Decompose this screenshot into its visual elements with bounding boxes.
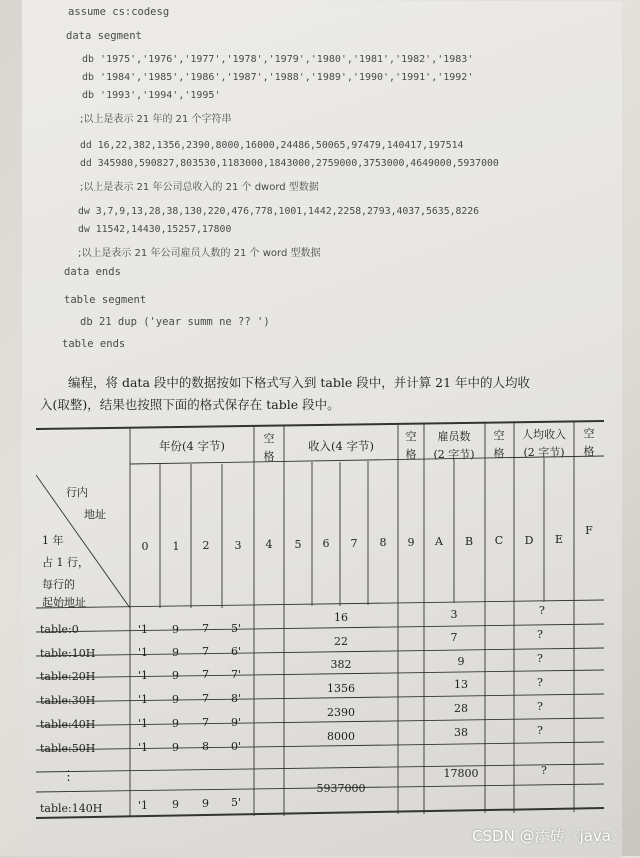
header-space4: 格 (583, 445, 595, 458)
code-line: table ends (62, 338, 126, 350)
code-line: dw 11542,14430,15257,17800 (78, 224, 232, 235)
year-char: 7 (202, 668, 209, 681)
year-char: 5' (231, 622, 242, 635)
year-char: 9 (172, 623, 179, 636)
code-line: db '1984','1985','1986','1987','1988','1989','1990','1991','1992' (82, 72, 474, 83)
offset-label: 4 (265, 538, 273, 551)
code-comment: ;以上是表示 21 年公司总收入的 21 个 dword 型数据 (80, 182, 319, 193)
exercise-text (40, 372, 610, 416)
avg-income-value: ? (537, 652, 543, 665)
diag-label: 行内 (66, 486, 88, 499)
header-employees: (2 字节) (433, 448, 475, 461)
offset-label: 7 (350, 537, 358, 550)
row-address: table:20H (40, 670, 96, 683)
year-char: 8' (231, 692, 242, 705)
header-space2: 格 (405, 448, 417, 461)
offset-label: 3 (234, 539, 242, 552)
avg-income-value: ? (537, 724, 543, 737)
code-comment: ;以上是表示 21 年公司雇员人数的 21 个 word 型数据 (78, 248, 321, 259)
diag-label: 1 年 (42, 534, 64, 547)
ellipsis: ⋮ (62, 769, 75, 784)
year-char: 0' (231, 740, 242, 753)
offset-label: A (435, 535, 443, 548)
employee-value: 13 (454, 678, 468, 691)
header-income: 收入(4 字节) (308, 439, 374, 453)
year-char: '1 (138, 741, 149, 754)
income-value: 5937000 (316, 782, 366, 795)
year-char: 7 (202, 622, 209, 635)
header-employees: 雇员数 (437, 430, 471, 443)
employee-value: 28 (454, 702, 468, 715)
header-space3: 空 (493, 429, 505, 442)
code-line: data segment (66, 30, 142, 42)
code-line: data ends (64, 266, 121, 278)
year-char: 7 (202, 716, 209, 729)
avg-income-value: ? (541, 764, 547, 777)
code-comment: ;以上是表示 21 年的 21 个字符串 (80, 114, 232, 125)
income-value: 382 (330, 658, 352, 671)
year-char: 7 (202, 645, 209, 658)
employee-value: 38 (454, 726, 468, 739)
offset-label: F (585, 524, 593, 537)
year-char: 9 (172, 798, 179, 811)
offset-label: 6 (322, 537, 330, 550)
header-year: 年份(4 字节) (159, 439, 225, 453)
row-address: table:0 (40, 623, 79, 636)
diag-label: 占 1 行， (42, 556, 89, 569)
year-char: 7 (202, 692, 209, 705)
code-line: dw 3,7,9,13,28,38,130,220,476,778,1001,1442,2258,2793,4037,5635,8226 (78, 206, 480, 217)
avg-income-value: ? (537, 628, 543, 641)
income-value: 2390 (327, 706, 355, 719)
year-char: '1 (138, 799, 149, 812)
offset-label: 9 (407, 536, 415, 549)
employee-value: 17800 (443, 767, 479, 780)
header-avg-income: 人均收入 (522, 428, 566, 441)
header-space2: 空 (405, 430, 417, 443)
income-value: 1356 (327, 682, 355, 695)
year-char: 9 (172, 669, 179, 682)
header-avg-income: (2 字节) (523, 446, 565, 459)
diag-label: 起始地址 (42, 596, 86, 609)
exercise-line: 编程，将 data 段中的数据按如下格式写入到 table 段中，并计算 21 年中的人均收 (68, 375, 531, 390)
income-value: 22 (334, 635, 348, 648)
year-char: 7' (231, 668, 242, 681)
header-space3: 格 (493, 447, 505, 460)
year-char: 9 (172, 717, 179, 730)
year-char: 9' (231, 716, 242, 729)
row-address: table:140H (40, 802, 103, 815)
offset-label: B (464, 535, 474, 548)
header-space1: 格 (263, 450, 275, 463)
row-address: table:50H (40, 742, 96, 755)
code-line: dd 345980,590827,803530,1183000,1843000,2759000,3753000,4649000,5937000 (80, 158, 499, 169)
employee-value: 9 (457, 655, 465, 668)
avg-income-value: ? (539, 604, 545, 617)
row-address: table:10H (40, 647, 96, 660)
code-line: assume cs:codesg (68, 6, 170, 18)
avg-income-value: ? (537, 700, 543, 713)
avg-income-value: ? (537, 676, 543, 689)
offset-label: 1 (172, 540, 180, 553)
offset-label: 5 (294, 538, 302, 551)
diag-label: 地址 (84, 508, 106, 521)
offset-label: 8 (379, 536, 387, 549)
table-format-diagram (36, 420, 606, 826)
year-char: '1 (138, 693, 149, 706)
code-line: dd 16,22,382,1356,2390,8000,16000,24486,50065,97479,140417,197514 (80, 140, 464, 151)
header-space1: 空 (263, 432, 275, 445)
year-char: '1 (138, 623, 149, 636)
exercise-line: 入(取整)，结果也按照下面的格式保存在 table 段中。 (40, 397, 340, 412)
year-char: '1 (138, 669, 149, 682)
row-address: table:30H (40, 694, 96, 707)
year-char: '1 (138, 717, 149, 730)
employee-value: 7 (450, 631, 458, 644)
year-char: '1 (138, 646, 149, 659)
year-char: 8 (202, 740, 209, 753)
offset-label: C (494, 534, 504, 547)
year-char: 9 (202, 797, 209, 810)
code-line: db 21 dup ('year summ ne ?? ') (80, 316, 270, 328)
header-space4: 空 (583, 427, 595, 440)
offset-label: 2 (202, 539, 210, 552)
offset-label: D (524, 534, 534, 547)
offset-label: 0 (141, 540, 149, 553)
code-line: db '1975','1976','1977','1978','1979','1980','1981','1982','1983' (82, 54, 474, 65)
year-char: 6' (231, 645, 242, 658)
income-value: 16 (334, 611, 348, 624)
year-char: 5' (231, 796, 242, 809)
year-char: 9 (172, 646, 179, 659)
code-line: db '1993','1994','1995' (82, 90, 221, 101)
offset-label: E (554, 533, 564, 546)
watermark: CSDN @添砖《java》 (472, 827, 626, 845)
diag-label: 每行的 (42, 578, 75, 591)
employee-value: 3 (450, 608, 458, 621)
year-char: 9 (172, 693, 179, 706)
year-char: 9 (172, 741, 179, 754)
row-address: table:40H (40, 718, 96, 731)
code-line: table segment (64, 294, 147, 306)
income-value: 8000 (327, 730, 355, 743)
table-svg (36, 420, 606, 826)
